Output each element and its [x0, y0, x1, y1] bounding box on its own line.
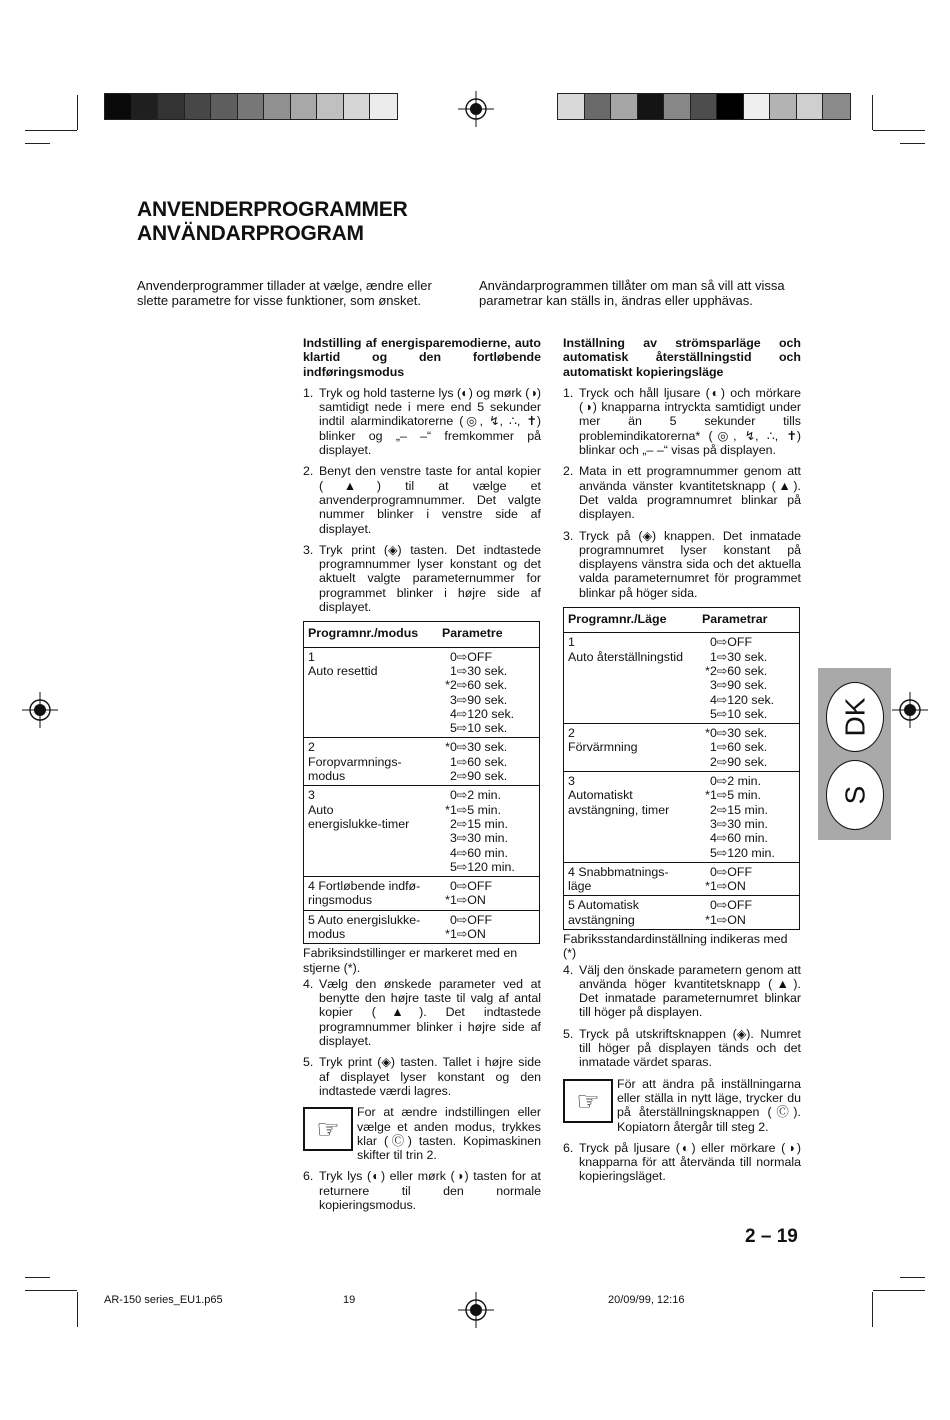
color-swatch: [343, 93, 372, 120]
program-cell: 1 Auto återställningstid: [564, 633, 699, 724]
table-row: [564, 862, 800, 896]
table-row: [304, 647, 540, 738]
steps-list: [563, 1141, 801, 1184]
parameter-cell: [698, 772, 800, 863]
parameter-value: 0⇨OFF: [450, 912, 493, 927]
parameter-value: 0⇨OFF: [450, 879, 493, 894]
note-block: [303, 1105, 541, 1163]
parameter-cell: [438, 738, 540, 786]
swedish-column: [563, 336, 801, 1191]
list-item: 1. Tryck och håll ljusare (◐) och mörkare (◑) knapparna intryckta samtidigt under mer än 5 sekunder tills problemindikatorerna* (◎, ↯, ∴, ✝) blinkar och „– –“ visas på displayen.: [563, 385, 801, 458]
parameter-value: 0⇨OFF: [710, 864, 753, 879]
table-row: [564, 633, 800, 724]
parameter-cell: [438, 910, 540, 944]
steps-list: [563, 386, 801, 600]
parameter-cell: [438, 786, 540, 877]
parameter-cell: [698, 896, 800, 930]
parameter-value: 0⇨2 min.: [710, 774, 762, 789]
parameter-value: 2⇨15 min.: [450, 816, 508, 831]
program-cell: 2 Förvärmning: [564, 724, 699, 772]
parameter-value: *1⇨5 min.: [445, 802, 502, 817]
parameter-value: 2⇨90 sek.: [710, 754, 768, 769]
registration-mark-right-icon: [892, 692, 928, 728]
note-block: [563, 1077, 801, 1135]
parameter-cell: [698, 724, 800, 772]
color-swatch: [104, 93, 133, 120]
parameter-value: 5⇨120 min.: [450, 859, 515, 874]
program-cell: 1 Auto resettid: [304, 647, 439, 738]
parameter-value: 3⇨30 min.: [710, 816, 768, 831]
list-item: 1. Tryk og hold tasterne lys (◐) og mørk (◑) samtidigt nede i mere end 5 sekunder indtil alarmindikatorerne (◎, ↯, ∴, ✝) blinker og „– –“ fremkommer på displayet.: [303, 385, 541, 458]
parameter-value: 5⇨10 sek.: [450, 721, 508, 736]
title-swedish: ANVÄNDARPROGRAM: [137, 222, 364, 245]
parameter-value: 4⇨60 min.: [450, 845, 508, 860]
program-cell: 4 Fortløbende indfø- ringsmodus: [304, 877, 439, 911]
table-header-parameter: Parametrar: [698, 608, 800, 633]
program-cell: 3 Automatiskt avstängning, timer: [564, 772, 699, 863]
pointing-hand-icon: ☞: [303, 1107, 353, 1151]
list-item: 5. Tryk print (◈) tasten. Tallet i højre side af displayet lyser konstant og den indtastede værdi lagres.: [303, 1055, 541, 1098]
parameter-table: [563, 607, 800, 930]
page-number: 2 – 19: [745, 1226, 798, 1247]
parameter-cell: [698, 633, 800, 724]
table-header-parameter: Parametre: [438, 622, 540, 647]
color-swatch: [690, 93, 719, 120]
parameter-value: *2⇨60 sek.: [445, 678, 508, 693]
section-heading: Inställning av strömsparläge och automatisk återställningstid och automatiskt kopieringsläge: [563, 336, 801, 379]
factory-note: Fabriksstandardinställning indikeras med (*): [563, 931, 788, 961]
parameter-value: 2⇨90 sek.: [450, 769, 508, 784]
language-side-tab: [818, 668, 891, 840]
color-swatch: [637, 93, 666, 120]
factory-note: Fabriksindstillinger er markeret med en stjerne (*).: [303, 946, 518, 975]
table-header-program: Programnr./Läge: [564, 608, 699, 633]
color-swatch: [210, 93, 239, 120]
parameter-value: *0⇨30 sek.: [445, 740, 508, 755]
table-row: [304, 738, 540, 786]
parameter-value: 2⇨15 min.: [710, 802, 768, 817]
color-swatch: [237, 93, 266, 120]
color-swatch: [557, 93, 586, 120]
color-swatch: [663, 93, 692, 120]
list-item: 6. Tryk lys (◐) eller mørk (◑) tasten for at returnere til den normale kopieringsmodus.: [303, 1169, 541, 1212]
parameter-cell: [698, 862, 800, 896]
footer-filename: AR-150 series_EU1.p65: [104, 1294, 223, 1306]
parameter-value: *1⇨ON: [705, 912, 746, 927]
parameter-value: 4⇨120 sek.: [710, 692, 775, 707]
registration-mark-top-icon: [458, 91, 494, 127]
note-text: For at ændre indstillingen eller vælge et anden modus, trykkes klar (Ⓒ) tasten. Kopimaskinen skifter til trin 2.: [357, 1105, 541, 1163]
parameter-cell: [438, 877, 540, 911]
parameter-value: 0⇨OFF: [710, 898, 753, 913]
parameter-table: [303, 621, 540, 944]
table-row: [564, 724, 800, 772]
steps-list: [303, 1169, 541, 1212]
title-danish: ANVENDERPROGRAMMER: [137, 198, 408, 221]
parameter-value: 3⇨30 min.: [450, 831, 508, 846]
color-swatch: [316, 93, 345, 120]
section-heading: Indstilling af energisparemodierne, auto klartid og den fortløbende indføringsmodus: [303, 336, 541, 379]
intro-danish: Anvenderprogrammer tillader at vælge, ændre eller slette parametre for visse funktioner, som ønsket.: [137, 278, 432, 308]
list-item: 2. Benyt den venstre taste for antal kopier (▲) til at vælge et anvenderprogramnummer. Det valgte nummer blinker i venstre side af displayet.: [303, 464, 541, 536]
program-cell: 5 Automatisk avstängning: [564, 896, 699, 930]
color-swatch: [263, 93, 292, 120]
color-swatch: [610, 93, 639, 120]
steps-list: [303, 977, 541, 1098]
intro-swedish: Användarprogrammen tillåter om man så vill att vissa parametrar kan ställs in, ändras eller upphävas.: [479, 278, 785, 308]
color-swatch: [131, 93, 160, 120]
parameter-value: 4⇨60 min.: [710, 831, 768, 846]
language-badge-s: S: [826, 760, 884, 830]
parameter-value: 5⇨10 sek.: [710, 706, 768, 721]
table-row: [304, 877, 540, 911]
parameter-value: *1⇨ON: [445, 926, 486, 941]
color-swatch: [796, 93, 825, 120]
danish-column: [303, 336, 541, 1219]
table-row: [564, 896, 800, 930]
parameter-cell: [438, 647, 540, 738]
parameter-value: 0⇨OFF: [710, 635, 753, 650]
parameter-value: *2⇨60 sek.: [705, 663, 768, 678]
list-item: 3. Tryk print (◈) tasten. Det indtastede programnummer lyser konstant og det aktuelt valgte parameternummer for programmet blinker i højre side af displayet.: [303, 542, 541, 615]
note-text: För att ändra på inställningarna eller ställa in nytt läge, trycker du på återställningsknappen (Ⓒ). Kopiatorn återgår till steg 2.: [617, 1076, 801, 1134]
list-item: 2. Mata in ett programnummer genom att använda vänster kvantitetsknapp (▲). Det valda programnumret blinkar på displayen.: [563, 464, 801, 522]
registration-mark-bottom-icon: [458, 1292, 494, 1328]
parameter-value: *1⇨5 min.: [705, 788, 762, 803]
steps-list: [303, 386, 541, 614]
footer-datetime: 20/09/99, 12:16: [608, 1294, 685, 1306]
parameter-value: 3⇨90 sek.: [450, 692, 508, 707]
color-swatch: [822, 93, 851, 120]
parameter-value: *0⇨30 sek.: [705, 726, 768, 741]
list-item: 4. Välj den önskade parametern genom att använda höger kvantitetsknapp (▲). Det inmatade parameternumret blinkar till höger på displayen.: [563, 962, 801, 1020]
list-item: 6. Tryck på ljusare (◐) eller mörkare (◑) knapparna för att återvända till normala kopieringsläget.: [563, 1140, 801, 1184]
program-cell: 3 Auto energislukke-timer: [304, 786, 439, 877]
list-item: 3. Tryck på (◈) knappen. Det inmatade programnumret lyser konstant på displayens vänstra sida och det aktuella valda parameternumret för programmet blinkar på höger sida.: [563, 528, 801, 600]
color-swatch: [716, 93, 745, 120]
color-swatch: [369, 93, 398, 120]
table-row: [564, 772, 800, 863]
parameter-value: 0⇨OFF: [450, 649, 493, 664]
parameter-value: 1⇨60 sek.: [710, 740, 768, 755]
table-header-program: Programnr./modus: [304, 622, 439, 647]
program-cell: 5 Auto energislukke- modus: [304, 910, 439, 944]
page-title: [137, 198, 408, 246]
color-swatch: [157, 93, 186, 120]
parameter-value: 0⇨2 min.: [450, 788, 502, 803]
table-row: [304, 786, 540, 877]
parameter-value: 1⇨30 sek.: [710, 649, 768, 664]
footer-page: 19: [343, 1294, 356, 1306]
program-cell: 4 Snabbmatnings- läge: [564, 862, 699, 896]
color-swatch: [769, 93, 798, 120]
program-cell: 2 Foropvarmnings- modus: [304, 738, 439, 786]
list-item: 5. Tryck på utskriftsknappen (◈). Numret till höger på displayen tänds och det inmatade värdet sparas.: [563, 1026, 801, 1070]
parameter-value: 1⇨60 sek.: [450, 754, 508, 769]
parameter-value: 1⇨30 sek.: [450, 663, 508, 678]
parameter-value: *1⇨ON: [705, 879, 746, 894]
parameter-value: 4⇨120 sek.: [450, 706, 515, 721]
parameter-value: *1⇨ON: [445, 893, 486, 908]
pointing-hand-icon: ☞: [563, 1079, 613, 1123]
list-item: 4. Vælg den ønskede parameter ved at benytte den højre taste til valg af antal kopier (▲). Det indtastede programnummer blinker i højre side af displayet.: [303, 976, 541, 1049]
table-row: [304, 910, 540, 944]
color-swatch: [584, 93, 613, 120]
registration-mark-left-icon: [22, 692, 58, 728]
language-badge-dk: DK: [826, 682, 884, 752]
steps-list: [563, 963, 801, 1070]
color-swatch: [184, 93, 213, 120]
color-swatch: [290, 93, 319, 120]
color-swatch: [743, 93, 772, 120]
parameter-value: 5⇨120 min.: [710, 845, 775, 860]
parameter-value: 3⇨90 sek.: [710, 678, 768, 693]
